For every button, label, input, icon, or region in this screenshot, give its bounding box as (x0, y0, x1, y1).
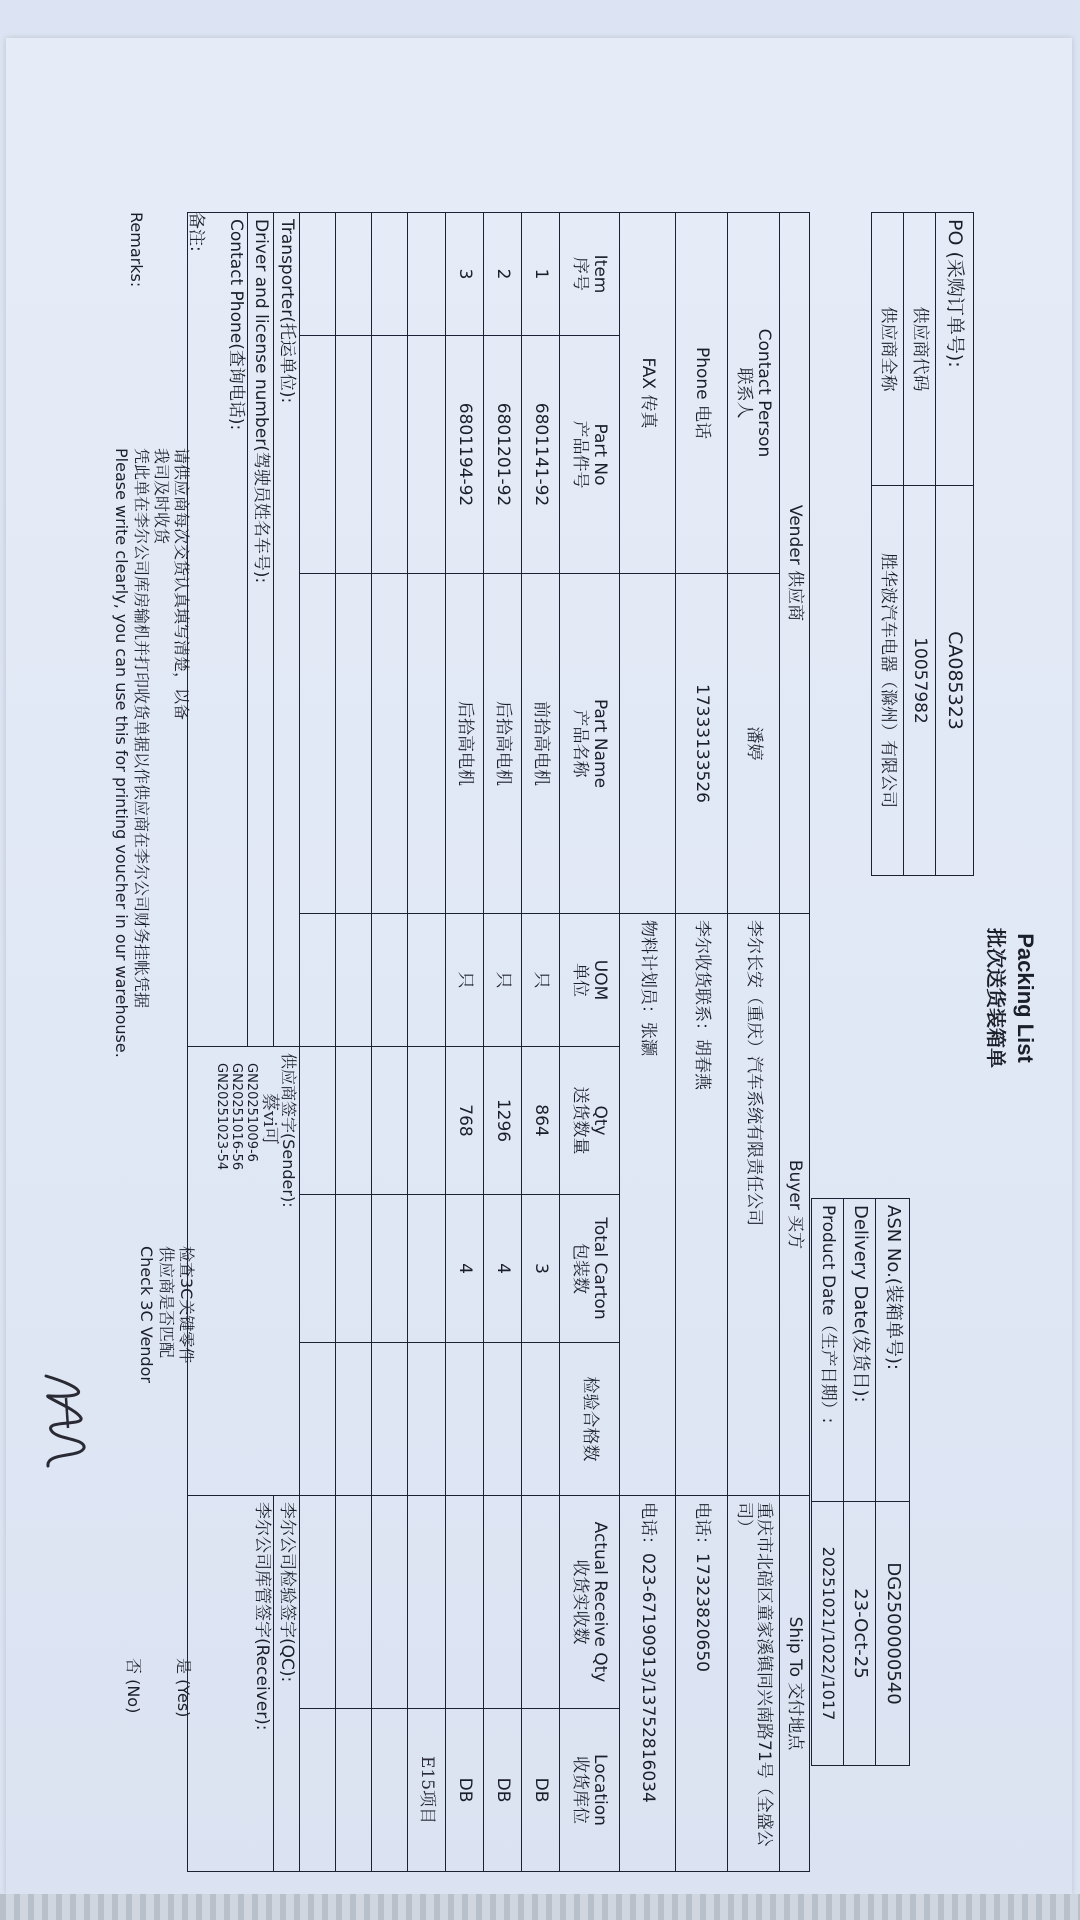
check3c-line1: 检查3C关键零件 (177, 1246, 196, 1364)
col-qty: Qty 送货数量 (560, 1047, 620, 1195)
sender-sign-box (188, 1047, 300, 1496)
title-en: Packing List (1013, 933, 1038, 1063)
batch-code-2: GN20251016-56 (228, 1063, 244, 1171)
extra-location: E15项目 (408, 1709, 446, 1872)
row2-location: DB (484, 1709, 522, 1872)
contact-phone-label: Contact Phone(查询电话): (188, 213, 248, 1047)
row3-part-name: 后拾高电机 (446, 574, 484, 914)
row2-part-no: 6801201-92 (484, 336, 522, 574)
row3-uom: 只 (446, 914, 484, 1047)
notes-line3: 凭此单在李尔公司库房输机并打印收货单据以作供应商在李尔公司财务挂帐凭据 (132, 448, 151, 1009)
main-table (187, 212, 810, 1872)
header-right-table (811, 1198, 910, 1766)
vendor-code-value: 10057982 (904, 486, 936, 876)
notes-line2: 我司及时收货 (152, 448, 171, 545)
row2-uom: 只 (484, 914, 522, 1047)
row2-item: 2 (484, 213, 522, 336)
po-value: CA085323 (936, 486, 974, 876)
title-block (983, 878, 1038, 1118)
row1-carton: 3 (522, 1195, 560, 1343)
col-carton: Total Carton 包装数 (560, 1195, 620, 1343)
contact-label: Contact Person 联系人 (728, 213, 780, 574)
table-row (522, 213, 560, 1872)
delivery-label: Delivery Date(发货日): (844, 1199, 876, 1502)
remarks-label: Remarks: (127, 212, 146, 288)
buyer-company: 李尔长安（重庆）汽车系统有限责任公司 (728, 914, 780, 1496)
row1-item: 1 (522, 213, 560, 336)
po-label: PO (采购订单号): (936, 213, 974, 486)
asn-label: ASN No.(装箱单号): (876, 1199, 910, 1502)
row1-part-name: 前拾高电机 (522, 574, 560, 914)
notes-block (111, 448, 191, 1058)
receiver-sign-label: 李尔公司库管签字(Receiver): (188, 1496, 274, 1872)
row3-location: DB (446, 1709, 484, 1872)
row1-uom: 只 (522, 914, 560, 1047)
delivery-value: 23-Oct-25 (844, 1502, 876, 1766)
header-left-table (871, 212, 974, 876)
floor-strip (0, 1894, 1080, 1920)
ship-to-label: Ship To 交付地点 (780, 1496, 810, 1872)
col-actual: Actual Receive Qty 收货实收数 (560, 1496, 620, 1709)
table-row (336, 213, 372, 1872)
table-row (446, 213, 484, 1872)
qc-sign-label: 李尔公司检验签字(QC): (274, 1496, 300, 1872)
check3c-line2: 供应商是否匹配 (157, 1246, 176, 1359)
contact-value: 潘婷 (728, 574, 780, 914)
col-part-no: Part No 产品件号 (560, 336, 620, 574)
batch-code-1: GN20251009-6 (243, 1063, 259, 1162)
table-row (300, 213, 336, 1872)
col-part-name: Part Name 产品名称 (560, 574, 620, 914)
row2-qty: 1296 (484, 1047, 522, 1195)
col-item: Item 序号 (560, 213, 620, 336)
row2-carton: 4 (484, 1195, 522, 1343)
row1-location: DB (522, 1709, 560, 1872)
paper-sheet (6, 38, 1072, 1894)
vendor-name-value: 胜华波汽车电器（滁州）有限公司 (872, 486, 904, 876)
vendor-section-label: Vender 供应商 (780, 213, 810, 914)
buyer-receiver-phone: 电话：17323820650 (676, 1496, 728, 1872)
row1-qty: 864 (522, 1047, 560, 1195)
driver-label: Driver and license number(驾驶员姓名车号): (248, 213, 274, 1047)
buyer-address: 重庆市北碚区童家溪镇同兴南路71号（全盛公司） (728, 1496, 780, 1872)
row3-part-no: 6801194-92 (446, 336, 484, 574)
product-date-value: 20251021/1022/1017 (812, 1502, 844, 1766)
buyer-receiver: 李尔收货联系：胡春燕 (676, 914, 728, 1496)
check3c-no: 否 (No) (124, 1658, 143, 1714)
vendor-name-label: 供应商全称 (872, 213, 904, 486)
buyer-planner-phone: 电话：023-67190913/13752816034 (620, 1496, 676, 1872)
table-row (408, 213, 446, 1872)
check3c-line3: Check 3C Vendor (137, 1246, 156, 1383)
packing-list-document (6, 118, 1046, 1918)
buyer-planner: 物料计划员：张灏 (620, 914, 676, 1496)
vendor-code-label: 供应商代码 (904, 213, 936, 486)
check3c-yes: 是 (Yes) (174, 1658, 193, 1718)
title-cn: 批次送货装箱单 (984, 928, 1008, 1068)
row3-carton: 4 (446, 1195, 484, 1343)
fax-label: FAX 传真 (620, 213, 676, 574)
row3-item: 3 (446, 213, 484, 336)
phone-value: 17333133526 (676, 574, 728, 914)
buyer-section-label: Buyer 买方 (780, 914, 810, 1496)
sender-name: 蔡vi可 (258, 1093, 280, 1145)
col-location: Location 收货库位 (560, 1709, 620, 1872)
product-date-label: Product Date（生产日期）: (812, 1199, 844, 1502)
col-inspect: 检验合格数 (560, 1343, 620, 1496)
check-3c-block (136, 1246, 196, 1383)
phone-label: Phone 电话 (676, 213, 728, 574)
notes-line4: Please write clearly, you can use this for printing voucher in our warehouse. (112, 448, 131, 1058)
transporter-label: Transporter(托运单位): (274, 213, 300, 1047)
row1-part-no: 6801141-92 (522, 336, 560, 574)
asn-value: DG2500000540 (876, 1502, 910, 1766)
sender-sign-label: 供应商签字(Sender): (279, 1053, 298, 1208)
table-row (484, 213, 522, 1872)
col-uom: UOM 单位 (560, 914, 620, 1047)
notes-label: 备注: (186, 212, 206, 252)
row2-part-name: 后拾高电机 (484, 574, 522, 914)
fax-value (620, 574, 676, 914)
row3-qty: 768 (446, 1047, 484, 1195)
table-row (372, 213, 408, 1872)
signature-scribble (26, 1368, 106, 1478)
batch-code-3: GN20251023-54 (214, 1063, 230, 1171)
notes-line1: 请供应商每次交货认真填写清楚，以备 (172, 448, 191, 721)
